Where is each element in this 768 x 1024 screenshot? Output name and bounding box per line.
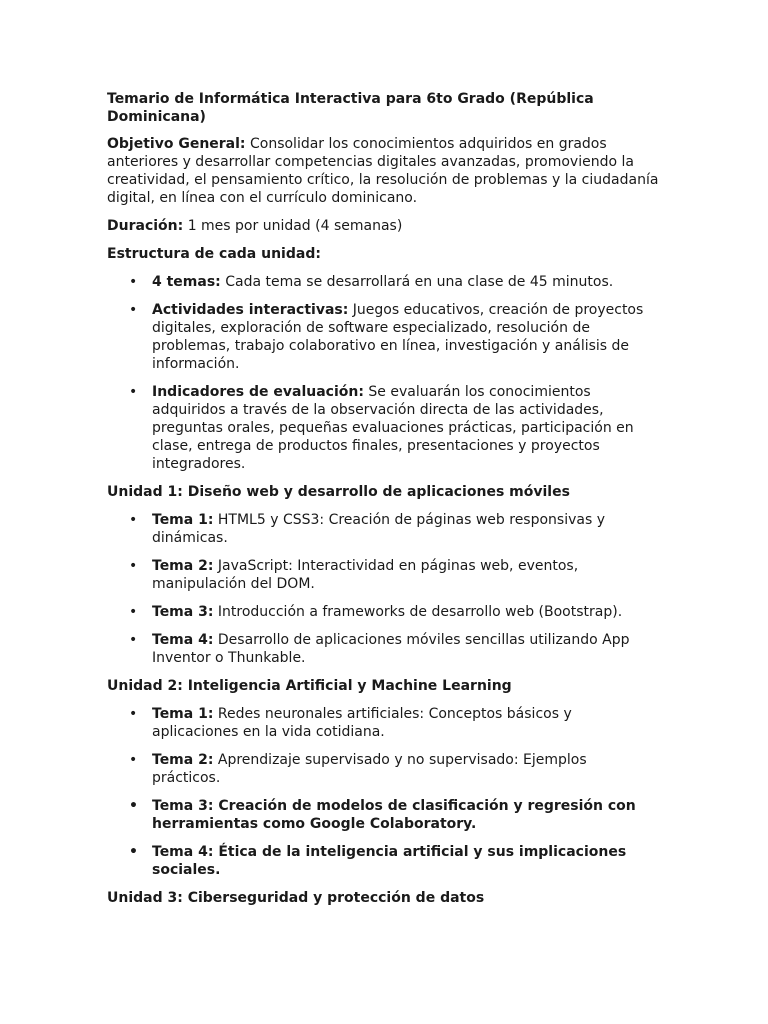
list-item [107,301,659,373]
item-text: Aprendizaje supervisado y no supervisado: Ejemplos prácticos. [152,752,587,786]
item-label: Indicadores de evaluación: [152,384,364,400]
bullet-icon: • [129,844,138,860]
item-text: Juegos educativos, creación de proyectos digitales, exploración de software especializado, resolución de problemas, trabajo colaborativo en línea, investigación y análisis de información. [152,302,644,372]
list-item [107,705,659,741]
item-text: Desarrollo de aplicaciones móviles sencillas utilizando App Inventor o Thunkable. [152,632,630,666]
item-text: JavaScript: Interactividad en páginas web, eventos, manipulación del DOM. [152,558,579,592]
item-label: Tema 1: [152,512,214,528]
unidad3-heading: Unidad 3: Ciberseguridad y protección de datos [107,890,485,906]
item-text: Introducción a frameworks de desarrollo web (Bootstrap). [217,604,623,620]
document-body [107,90,659,917]
estructura-list [107,273,659,473]
bullet-icon: • [129,632,138,648]
item-label: Tema 4: [152,632,214,648]
item-label: Tema 4: [152,844,214,860]
list-item [107,383,659,473]
list-item [107,557,659,593]
bullet-icon: • [129,274,138,290]
bullet-icon: • [129,558,138,574]
duracion-paragraph [107,217,659,235]
item-label: Tema 2: [152,752,214,768]
objetivo-text: Consolidar los conocimientos adquiridos en grados anteriores y desarrollar competencias digitales avanzadas, promoviendo la creatividad, el pensamiento crítico, la resolución de problemas y la ciudadanía digital, en línea con el currículo dominicano. [107,136,659,206]
item-label: Tema 2: [152,558,214,574]
estructura-heading: Estructura de cada unidad: [107,246,321,262]
list-item [107,797,659,833]
list-item [107,603,659,621]
item-label: Tema 1: [152,706,214,722]
bullet-icon: • [129,512,138,528]
duracion-text: 1 mes por unidad (4 semanas) [187,218,403,234]
document-title: Temario de Informática Interactiva para 6to Grado (República Dominicana) [107,91,594,125]
list-item [107,273,659,291]
bullet-icon: • [129,798,138,814]
item-text: Cada tema se desarrollará en una clase de 45 minutos. [225,274,614,290]
list-item [107,511,659,547]
item-label: Tema 3: [152,604,214,620]
list-item [107,631,659,667]
item-label: Tema 3: [152,798,214,814]
list-item [107,843,659,879]
list-item [107,751,659,787]
bullet-icon: • [129,752,138,768]
item-label: Actividades interactivas: [152,302,349,318]
bullet-icon: • [129,604,138,620]
duracion-label: Duración: [107,218,184,234]
unidad2-list [107,705,659,879]
bullet-icon: • [129,706,138,722]
item-text: HTML5 y CSS3: Creación de páginas web responsivas y dinámicas. [152,512,606,546]
item-text: Se evaluarán los conocimientos adquiridos a través de la observación directa de las actividades, preguntas orales, pequeñas evaluaciones prácticas, participación en clase, entrega de productos finales, presentaciones y proyectos integradores. [152,384,634,472]
bullet-icon: • [129,384,138,400]
item-text: Creación de modelos de clasificación y regresión con herramientas como Google Colaboratory. [152,798,636,832]
bullet-icon: • [129,302,138,318]
objetivo-paragraph [107,135,659,207]
item-label: 4 temas: [152,274,221,290]
objetivo-label: Objetivo General: [107,136,246,152]
item-text: Redes neuronales artificiales: Conceptos básicos y aplicaciones en la vida cotidiana. [152,706,572,740]
unidad2-heading: Unidad 2: Inteligencia Artificial y Machine Learning [107,678,512,694]
unidad1-heading: Unidad 1: Diseño web y desarrollo de aplicaciones móviles [107,484,570,500]
item-text: Ética de la inteligencia artificial y sus implicaciones sociales. [152,844,627,878]
unidad1-list [107,511,659,667]
